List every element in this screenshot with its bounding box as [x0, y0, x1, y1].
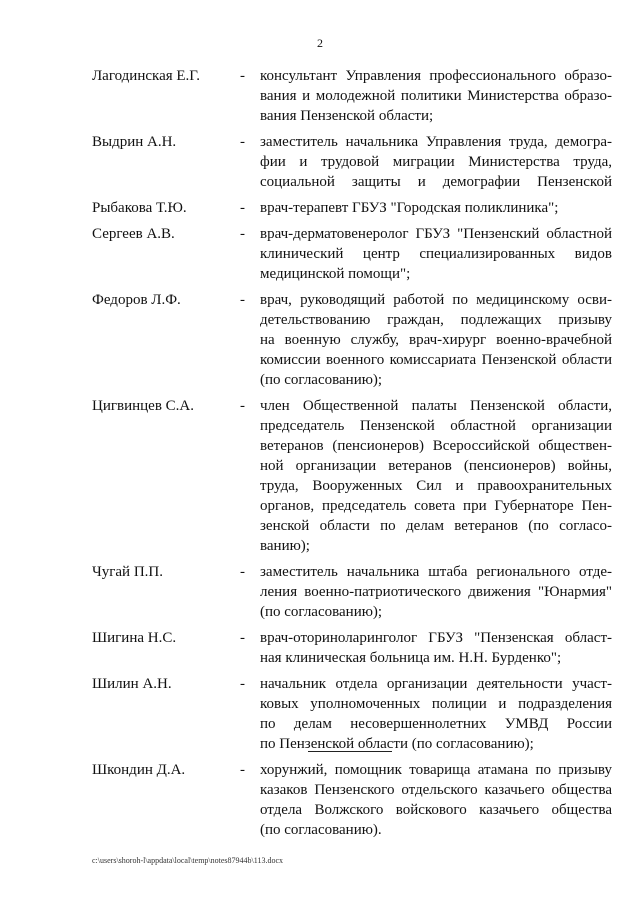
member-entry [0, 674, 640, 754]
description-line: (по согласованию); [260, 372, 383, 388]
file-path: c:\users\shoroh-l\appdata\local\temp\notes87944b\113.docx [92, 856, 283, 865]
member-name: Выдрин А.Н. [92, 134, 177, 150]
member-description [260, 674, 612, 754]
member-dash: - [240, 134, 245, 150]
description-line: фии и трудовой миграции Министерства труда, [260, 154, 612, 170]
member-description [260, 760, 612, 840]
member-entry [0, 198, 640, 218]
member-dash: - [240, 762, 245, 778]
member-dash: - [240, 68, 245, 84]
description-line: зенской области по делам ветеранов (по согласо- [260, 518, 612, 534]
description-line: врач-оториноларинголог ГБУЗ "Пензенская област- [260, 630, 612, 646]
description-line: казаков Пензенского отдельского казачьего общества [260, 782, 612, 798]
member-name: Федоров Л.Ф. [92, 292, 181, 308]
member-entry [0, 396, 640, 556]
member-entry [0, 628, 640, 668]
description-line: (по согласованию). [260, 822, 382, 838]
description-line: хорунжий, помощник товарища атамана по призыву [260, 762, 612, 778]
page-number: 2 [317, 36, 323, 50]
member-dash: - [240, 676, 245, 692]
member-description [260, 198, 612, 218]
description-line: труда, Вооруженных Сил и правоохранительных [260, 478, 612, 494]
member-dash: - [240, 564, 245, 580]
member-name: Шилин А.Н. [92, 676, 172, 692]
member-dash: - [240, 200, 245, 216]
member-dash: - [240, 226, 245, 242]
member-description [260, 628, 612, 668]
member-description [260, 396, 612, 556]
member-list [0, 66, 640, 846]
description-line: председатель Пензенской областной организации [260, 418, 612, 434]
member-entry [0, 290, 640, 390]
description-line: медицинской помощи"; [260, 266, 411, 282]
member-entry [0, 760, 640, 840]
member-description [260, 66, 612, 126]
description-line: ления военно-патриотического движения "Юнармия" [260, 584, 612, 600]
description-line: врач, руководящий работой по медицинскому осви- [260, 292, 612, 308]
member-entry [0, 66, 640, 126]
description-line: заместитель начальника штаба регионального отде- [260, 564, 612, 580]
member-entry [0, 562, 640, 622]
member-description [260, 132, 612, 192]
closing-rule [308, 751, 392, 752]
description-line: ной организации ветеранов (пенсионеров) войны, [260, 458, 612, 474]
description-line: врач-терапевт ГБУЗ "Городская поликлиника"; [260, 200, 559, 216]
member-description [260, 224, 612, 284]
member-entry [0, 132, 640, 192]
description-line: детельствованию граждан, подлежащих призыву [260, 312, 612, 328]
description-line: по делам несовершеннолетних УМВД России [260, 716, 612, 732]
description-line: вания Пензенской области; [260, 108, 434, 124]
description-line: заместитель начальника Управления труда, демогра- [260, 134, 612, 150]
member-name: Шигина Н.С. [92, 630, 177, 646]
member-name: Рыбакова Т.Ю. [92, 200, 187, 216]
member-description [260, 290, 612, 390]
description-line: консультант Управления профессионального образо- [260, 68, 612, 84]
member-name: Шкондин Д.А. [92, 762, 186, 778]
description-line: (по согласованию); [260, 604, 383, 620]
description-line: ветеранов (пенсионеров) Всероссийской обществен- [260, 438, 612, 454]
description-line: по Пензенской области (по согласованию); [260, 736, 534, 752]
description-line: ванию); [260, 538, 310, 554]
member-name: Лагодинская Е.Г. [92, 68, 201, 84]
description-line: социальной защиты и демографии Пензенской [260, 174, 612, 190]
description-line: начальник отдела организации деятельности участ- [260, 676, 612, 692]
member-dash: - [240, 398, 245, 414]
description-line: клинический центр специализированных видов [260, 246, 612, 262]
description-line: отдела Волжского войскового казачьего общества [260, 802, 612, 818]
description-line: врач-дерматовенеролог ГБУЗ "Пензенский областной [260, 226, 612, 242]
member-name: Чугай П.П. [92, 564, 164, 580]
description-line: органов, председатель совета при Губернаторе Пен- [260, 498, 612, 514]
description-line: комиссии военного комиссариата Пензенской области [260, 352, 612, 368]
description-line: вания и молодежной политики Министерства образо- [260, 88, 612, 104]
member-description [260, 562, 612, 622]
description-line: член Общественной палаты Пензенской области, [260, 398, 612, 414]
member-name: Цигвинцев С.А. [92, 398, 195, 414]
member-name: Сергеев А.В. [92, 226, 175, 242]
description-line: на военную службу, врач-хирург военно-врачебной [260, 332, 612, 348]
member-dash: - [240, 292, 245, 308]
description-line: ная клиническая больница им. Н.Н. Бурденко"; [260, 650, 562, 666]
member-entry [0, 224, 640, 284]
member-dash: - [240, 630, 245, 646]
description-line: ковых уполномоченных полиции и подразделения [260, 696, 612, 712]
